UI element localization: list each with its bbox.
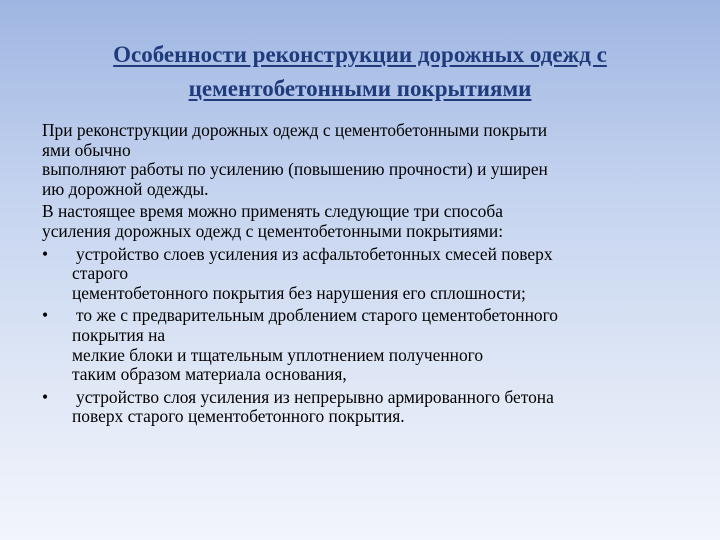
- text-line: покрытия на: [72, 324, 166, 345]
- intro-paragraph: [42, 121, 692, 199]
- slide-title: [40, 38, 680, 106]
- slide-body: [42, 121, 692, 430]
- bullet-icon: •: [42, 243, 49, 264]
- text-line: поверх старого цементобетонного покрытия.: [72, 406, 405, 427]
- slide-title-line: цементобетонными покрытиями: [188, 76, 532, 101]
- text-line: ями обычно: [42, 139, 131, 160]
- text-line: усиления дорожных одежд с цементобетонными покрытиями:: [42, 220, 504, 241]
- methods-intro-paragraph: [42, 202, 692, 241]
- bullet-item: [42, 388, 692, 427]
- text-line: то же с предварительным дроблением старого цементобетонного: [76, 305, 558, 326]
- text-line: ию дорожной одежды.: [42, 178, 209, 199]
- text-line: устройство слоев усиления из асфальтобетонных смесей поверх: [76, 243, 553, 264]
- slide-title-line: Особенности реконструкции дорожных одежд с: [113, 42, 607, 67]
- text-line: мелкие блоки и тщательным уплотнением полученного: [72, 344, 484, 365]
- text-line: устройство слоя усиления из непрерывно армированного бетона: [76, 386, 554, 407]
- bullet-icon: •: [42, 305, 49, 326]
- bullet-icon: •: [42, 386, 49, 407]
- bullet-item: [42, 306, 692, 384]
- text-line: При реконструкции дорожных одежд с цементобетонными покрыти: [42, 120, 548, 140]
- text-line: старого: [72, 263, 129, 284]
- text-line: выполняют работы по усилению (повышению прочности) и уширен: [42, 159, 548, 180]
- text-line: таким образом материала основания,: [72, 364, 347, 385]
- text-line: В настоящее время можно применять следующие три способа: [42, 201, 503, 222]
- text-line: цементобетонного покрытия без нарушения его сплошности;: [72, 282, 526, 303]
- bullet-item: [42, 245, 692, 304]
